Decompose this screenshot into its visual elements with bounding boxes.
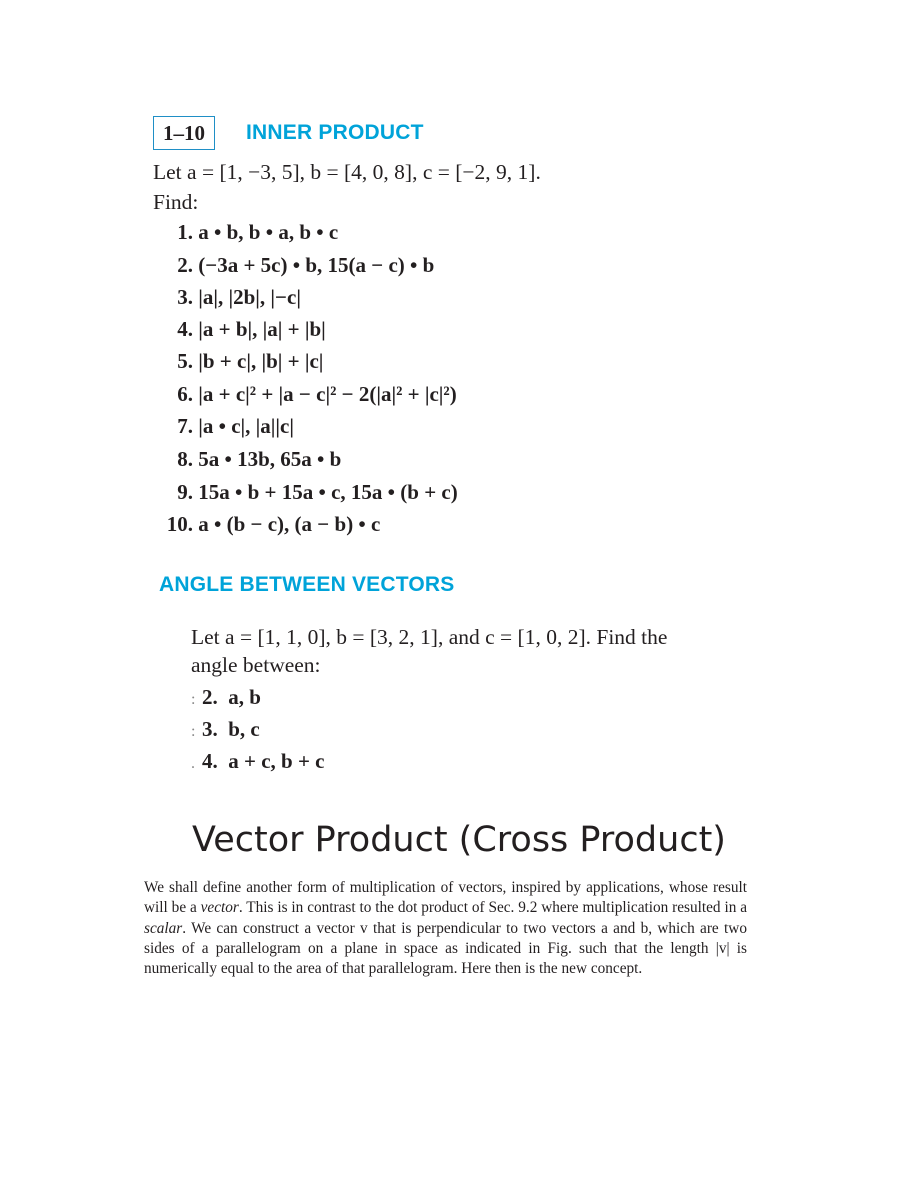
problem-number: 4. [177, 317, 193, 341]
problem-expression: 15a • b + 15a • c, 15a • (b + c) [198, 480, 458, 504]
problem-item [153, 508, 753, 540]
angle-between-heading: ANGLE BETWEEN VECTORS [159, 573, 455, 596]
problem-expression: |a + b|, |a| + |b| [198, 317, 326, 341]
scan-mark: . [191, 755, 195, 772]
problem-expression: a • b, b • a, b • c [198, 220, 339, 244]
section-number: 1–10 [163, 121, 205, 145]
vector-product-title: Vector Product (Cross Product) [192, 820, 726, 860]
problem-expression: |b + c|, |b| + |c| [198, 349, 324, 373]
problem-expression: a • (b − c), (a − b) • c [198, 512, 381, 536]
problem-expression: |a • c|, |a||c| [198, 414, 294, 438]
problem-number: 3. [177, 285, 193, 309]
problem-item [153, 410, 753, 442]
scan-mark: : [191, 691, 196, 708]
problem-number: 8. [177, 447, 193, 471]
problem-expression: (−3a + 5c) • b, 15(a − c) • b [198, 253, 435, 277]
problem-number: 3. [202, 717, 218, 741]
inner-product-heading: INNER PRODUCT [246, 121, 424, 144]
vector-product-paragraph [144, 878, 747, 979]
angle-problem-item [191, 745, 691, 777]
problem-item [153, 313, 753, 345]
para-text: . We can construct a vector v that is perpendicular to two vectors a and b, which are two sides of a parallelogram on a plane in space as indicated in Fig. [144, 919, 747, 957]
angle-between-intro [191, 623, 751, 679]
para-emphasis-scalar: scalar [144, 919, 183, 937]
section-number-box [153, 116, 215, 150]
problem-item [153, 281, 753, 313]
angle-problem-item [191, 681, 691, 713]
problem-item [153, 443, 753, 475]
problem-number: 9. [177, 480, 193, 504]
problem-number: 1. [177, 220, 193, 244]
scan-mark: : [191, 723, 196, 740]
problem-number: 2. [177, 253, 193, 277]
problem-item [153, 476, 753, 508]
problem-expression: a + c, b + c [228, 749, 325, 773]
problem-expression: a, b [228, 685, 261, 709]
problem-number: 7. [177, 414, 193, 438]
intro-find: Find: [153, 190, 199, 214]
problem-item [153, 216, 753, 248]
problem-number: 10. [166, 512, 193, 536]
problem-number: 6. [177, 382, 193, 406]
angle-problem-item [191, 713, 691, 745]
inner-product-intro [153, 157, 773, 217]
problem-expression: 5a • 13b, 65a • b [198, 447, 342, 471]
problem-number: 4. [202, 749, 218, 773]
para-text: such that the length |v| is numerically equal to the area of that parallelogram. Here then is the new concept. [144, 939, 747, 978]
problem-expression: |a + c|² + |a − c|² − 2(|a|² + |c|²) [198, 382, 457, 406]
problem-item [153, 378, 753, 410]
para-text: . This is in contrast to the dot product of Sec. 9.2 where multiplication resulted in a [238, 899, 748, 917]
problem-item [153, 249, 753, 281]
angle-intro-line1: Let a = [1, 1, 0], b = [3, 2, 1], and c = [1, 0, 2]. Find the [191, 625, 668, 649]
problem-number: 5. [177, 349, 193, 373]
problem-item [153, 345, 753, 377]
intro-given-vectors: Let a = [1, −3, 5], b = [4, 0, 8], c = [−2, 9, 1]. [153, 160, 541, 184]
para-text: We shall define another form of multiplication of vectors, inspired by applications, whose result will be a [144, 879, 747, 917]
problem-expression: b, c [228, 717, 260, 741]
problem-expression: |a|, |2b|, |−c| [198, 285, 301, 309]
angle-intro-line2: angle between: [191, 653, 321, 677]
problem-number: 2. [202, 685, 218, 709]
para-emphasis-vector: vector [200, 899, 239, 917]
